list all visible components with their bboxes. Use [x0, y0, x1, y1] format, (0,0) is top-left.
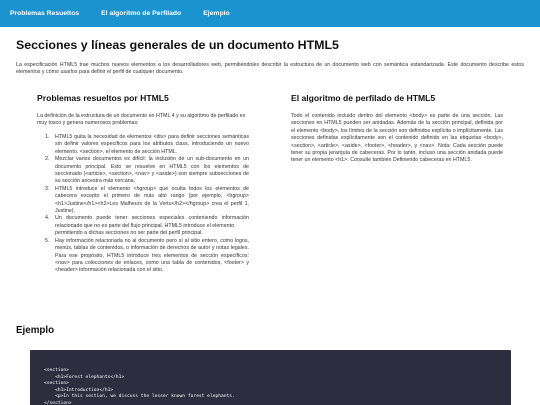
problemas-list: [45, 134, 249, 275]
nav-link-problemas-resueltos[interactable]: Problemas Resueltos: [10, 10, 80, 17]
code-block: [30, 350, 511, 405]
nav-link-algoritmo-perfilado[interactable]: El algoritmo de Perfilado: [101, 10, 182, 17]
code-line: <p>In this section, we discuss the lesser known forest elephants.: [44, 394, 235, 400]
code-line: <h1>Forest elephants</h1>: [44, 374, 125, 380]
problemas-intro: La definición de la estructura de un documento en HTML 4 y su algoritmo de perfilado es muy tosco y genera numerosos problemas:: [37, 113, 246, 127]
code-line: <h1>Introduction</h1>: [44, 387, 114, 393]
algoritmo-text: Todo el contenido incluido dentro del elemento <body> es parte de una sección. Las secciones en HTML5 pueden ser anidadas. Además de la sección principal, definida por el elemento <body>, los límites de la sección son definidos explícita o implícitamente. Las secciones definidas explícitamente son el contenido definido en las etiquetas <body>, <section>, <article>, <aside>, <footer>, <header>, y <nav>. Nota: Cada sección puede tener su propia jerarquía de cabeceras. Por lo tanto, incluso una sección anidada puede tener un elemento <h1>. Consulte también Definiendo cabeceras en HTML5.: [291, 113, 503, 164]
list-item-number: 4.: [45, 215, 50, 222]
ejemplo-section-title: Ejemplo: [16, 325, 55, 336]
list-item: [45, 185, 249, 216]
list-item: [45, 156, 249, 186]
list-item: [45, 215, 249, 237]
list-item-number: 1.: [45, 134, 50, 140]
nav-link-ejemplo[interactable]: Ejemplo: [203, 10, 230, 17]
list-item-number: 3.: [45, 185, 50, 192]
list-item-text: Un documento puede tener secciones especiales conteniendo información relacionado que no es parte del flujo principal. HTML5 introduce el elemento: [55, 215, 249, 229]
top-navbar: [0, 0, 540, 27]
code-line: </section>: [44, 400, 72, 405]
page-intro: La especificación HTML5 trae muchos nuevos elementos a los desarrolladores web, permitiéndoles describir la estructura de un documento web con semántica estandarizada. Este documento describe estos elementos y cómo usarlos para definir el perfil de cualquier documento.: [16, 62, 524, 76]
list-item-extra-text: permitiendo a dichas secciones no ser parte del perfil principal.: [55, 230, 203, 237]
list-item-text: HTML5 quita la necesidad de elementos <div> para definir secciones semánticas sin definir valores específicos para los atributos class, introduciendo un nuevo elemento, <section>, el elemento de sección HTML.: [55, 134, 249, 155]
problemas-section-title: Problemas resueltos por HTML5: [37, 93, 169, 103]
list-item-number: 2.: [45, 156, 50, 163]
list-item-text: Mezclar varios documentos es difícil: la inclusión de un sub-documento en un documento principal. Esto se resuelve en HTML5 con los elementos de seccionado (<article>, <section>, <nav> y <aside>) son siempre subsecciones de su sección ancestra más cercana.: [55, 156, 249, 185]
list-item-number: 5.: [45, 237, 50, 244]
code-line: <section>: [44, 381, 69, 387]
code-line: <section>: [44, 368, 69, 373]
list-item-text: Hay información relacionada no al documento pero sí al sitio entero, como logos, menús, tablas de contenidos, o información de derechos de autor y notas legales. Para ese propósito, HTML5 introduce tres elementos de sección específicos: <nav> para colecciones de enlaces, como una tabla de contenidos, <footer> y <header> información relacionada con el sitio.: [55, 237, 249, 274]
list-item: [45, 237, 249, 275]
page-title: Secciones y líneas generales de un documento HTML5: [16, 38, 339, 52]
algoritmo-section-title: El algoritmo de perfilado de HTML5: [291, 93, 436, 103]
list-item-text: HTML5 introduce el elemento <hgroup> que oculta todos los elementos de cabecera excepto el primero de más alto rango (por ejemplo, <hgroup><h1>Justine</h1><h2>Les Malheurs de la Vertu</h2></hgroup> crea el perfil 1. Justine).: [55, 185, 249, 215]
list-item: [45, 134, 249, 156]
